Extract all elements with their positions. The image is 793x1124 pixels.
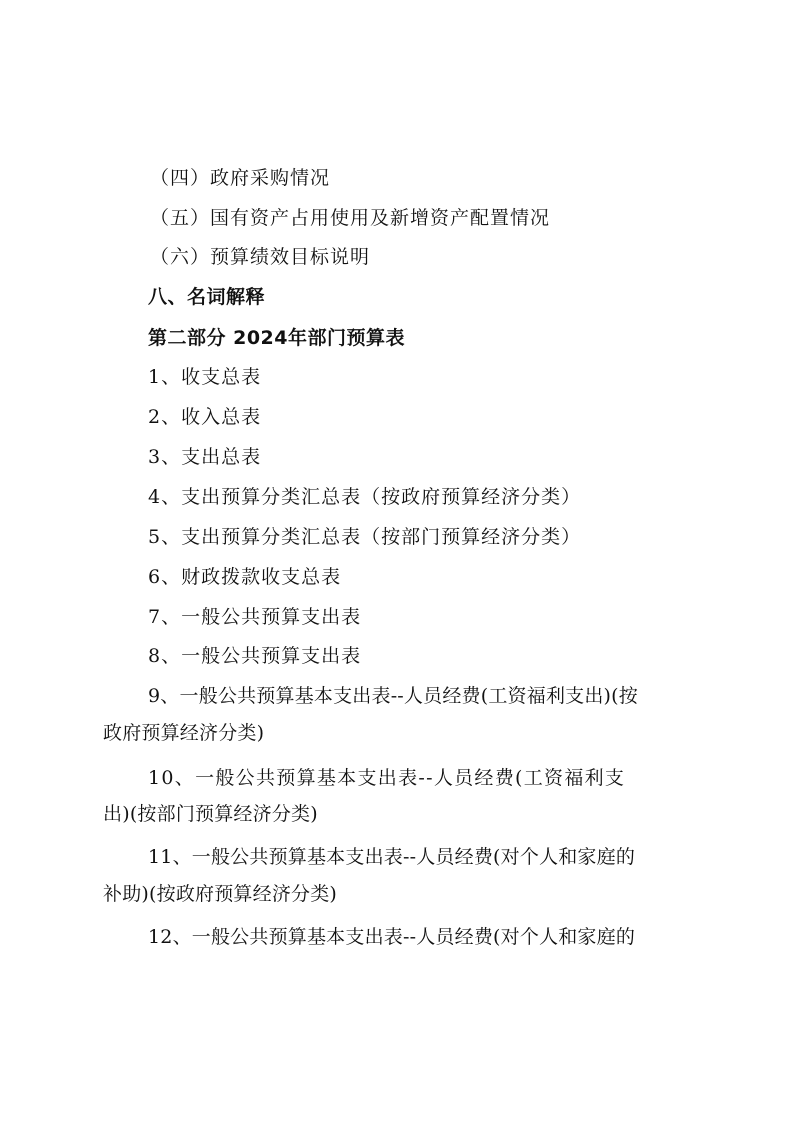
- table-list-item: 10、一般公共预算基本支出表--人员经费(工资福利支: [148, 767, 626, 789]
- part-heading-budget-tables: 第二部分 2024年部门预算表: [148, 327, 405, 349]
- table-list-item: 9、一般公共预算基本支出表--人员经费(工资福利支出)(按: [148, 685, 638, 707]
- section-item-government-procurement: （四）政府采购情况: [150, 167, 331, 189]
- table-list-item-continuation: 补助)(按政府预算经济分类): [103, 883, 338, 905]
- table-list-item: 7、一般公共预算支出表: [148, 606, 362, 628]
- table-list-item: 6、财政拨款收支总表: [148, 566, 342, 588]
- table-list-item-continuation: 出)(按部门预算经济分类): [103, 803, 318, 825]
- table-list-item: 4、支出预算分类汇总表（按政府预算经济分类）: [148, 486, 582, 508]
- table-list-item: 11、一般公共预算基本支出表--人员经费(对个人和家庭的: [148, 846, 636, 868]
- section-item-performance-goals: （六）预算绩效目标说明: [150, 246, 371, 268]
- table-list-item: 1、收支总表: [148, 366, 262, 388]
- section-item-state-assets: （五）国有资产占用使用及新增资产配置情况: [150, 207, 551, 229]
- table-list-item-continuation: 政府预算经济分类): [103, 722, 265, 744]
- table-list-item: 3、支出总表: [148, 446, 262, 468]
- table-list-item: 8、一般公共预算支出表: [148, 645, 362, 667]
- table-list-item: 12、一般公共预算基本支出表--人员经费(对个人和家庭的: [148, 926, 636, 948]
- table-list-item: 5、支出预算分类汇总表（按部门预算经济分类）: [148, 526, 582, 548]
- table-list-item: 2、收入总表: [148, 406, 262, 428]
- section-heading-glossary: 八、名词解释: [148, 286, 266, 308]
